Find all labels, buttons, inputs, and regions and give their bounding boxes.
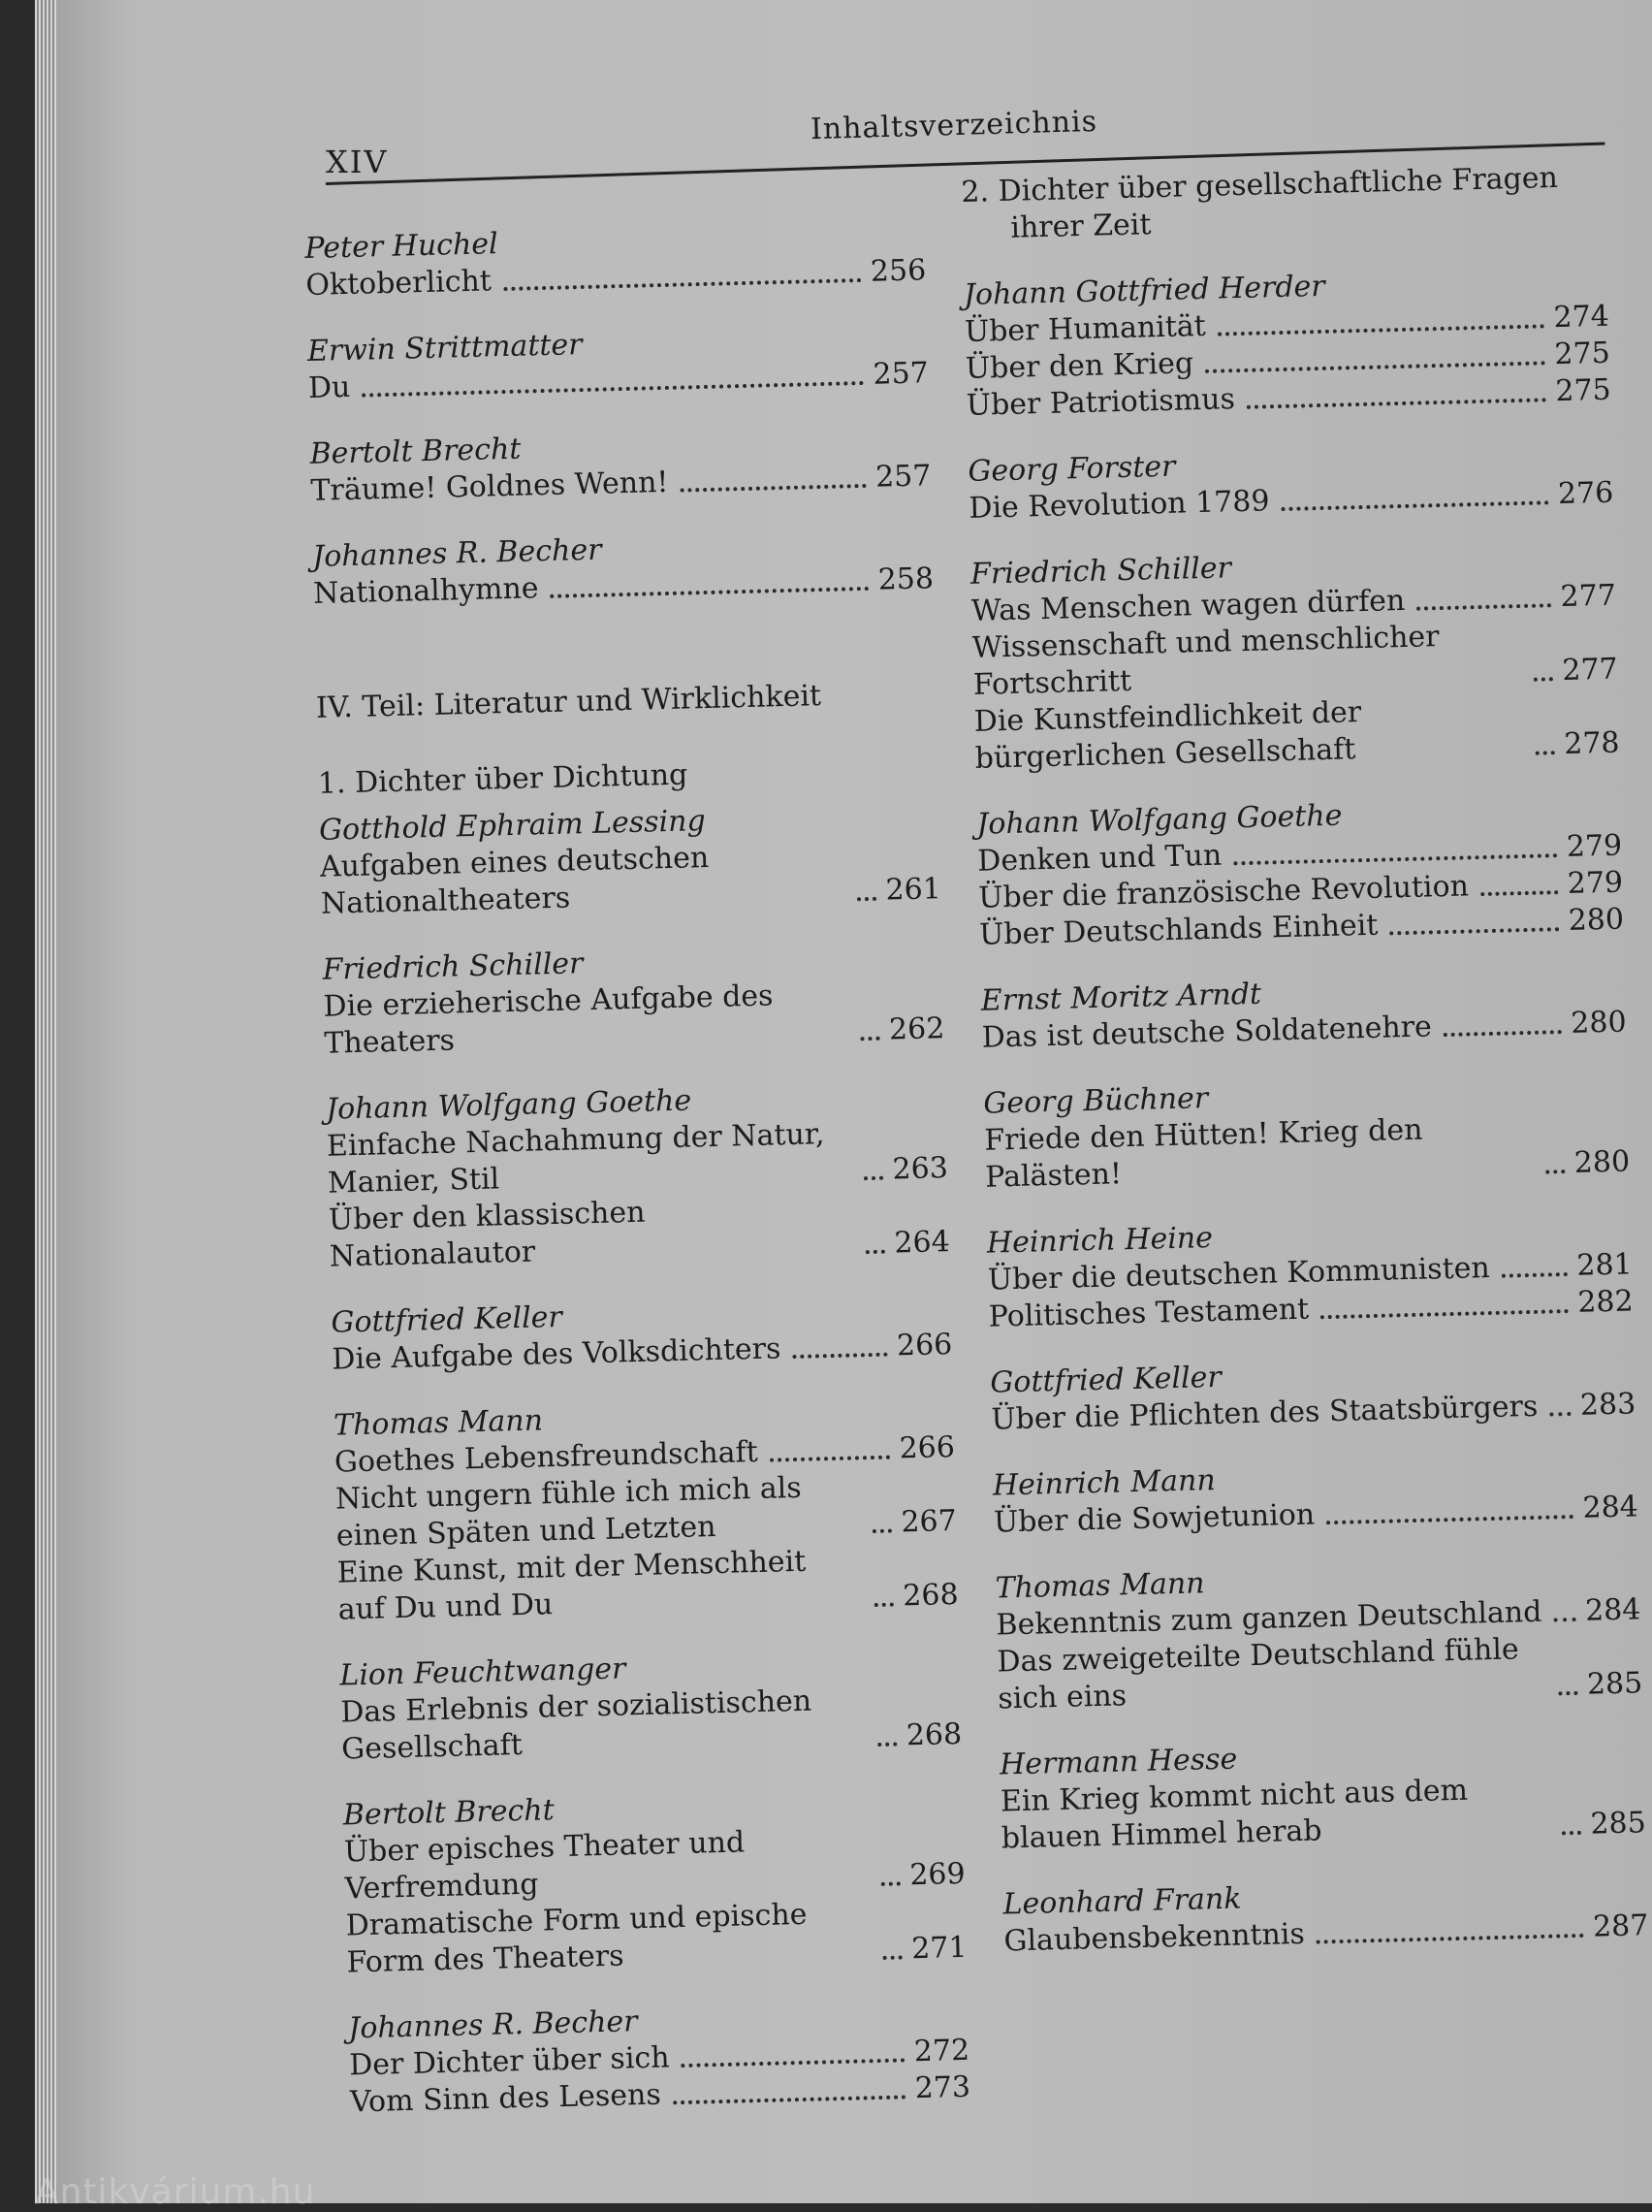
entry-page-number: 283 <box>1579 1387 1636 1423</box>
dot-leader <box>1218 323 1544 336</box>
entry-title: Glaubensbekenntnis <box>1003 1916 1306 1959</box>
entry-page-number: 282 <box>1576 1284 1635 1320</box>
entry-page-number: 274 <box>1553 299 1610 336</box>
entry-title: Nicht ungern fühle ich mich als einen Späten und Letzten <box>334 1470 803 1554</box>
toc-right-column <box>961 159 1650 1990</box>
entry-page-number: 263 <box>892 1151 949 1187</box>
entry-page-number: 278 <box>1563 725 1620 761</box>
dot-leader <box>880 1880 900 1885</box>
dot-leader <box>1545 1169 1565 1173</box>
toc-group <box>1000 1731 1647 1857</box>
entry-title: Das ist deutsche Soldatenehre <box>981 1010 1433 1055</box>
entry-page-number: 277 <box>1560 578 1617 615</box>
toc-group <box>326 1076 950 1276</box>
dot-leader <box>860 1036 879 1041</box>
toc-group <box>1002 1871 1649 1960</box>
entry-page-number: 273 <box>914 2069 971 2106</box>
dot-leader <box>793 1352 888 1359</box>
entry-page-number: 284 <box>1584 1592 1641 1628</box>
entry-title: Du <box>307 369 351 405</box>
dot-leader <box>1233 852 1557 865</box>
entry-title: Über Patriotismus <box>966 382 1236 423</box>
dot-leader <box>882 1954 902 1959</box>
entry-page-number: 257 <box>874 459 932 495</box>
author-name: Heinrich Heine <box>986 1220 1214 1261</box>
author-name: Hermann Hesse <box>999 1742 1238 1782</box>
dot-leader <box>1317 1933 1583 1944</box>
dot-leader <box>877 1742 897 1747</box>
entry-title: Eine Kunst, mit der Menschheit auf Du und Du <box>336 1544 807 1627</box>
toc-group <box>342 1782 967 1982</box>
toc-group <box>309 421 932 510</box>
dot-leader <box>864 1175 883 1180</box>
entry-title: Über den klassischen Nationalautor <box>328 1195 646 1274</box>
dot-leader <box>1553 1617 1575 1622</box>
author-name: Thomas Mann <box>995 1566 1205 1606</box>
toc-group <box>980 968 1627 1057</box>
part-title: IV. Teil: Literatur und Wirklichkeit <box>315 679 822 725</box>
entry-page-number: 257 <box>873 356 930 392</box>
entry-title: Friede den Hütten! Krieg den Palästen! <box>983 1112 1423 1195</box>
dot-leader <box>1282 499 1549 511</box>
toc-entry[interactable] <box>320 834 942 923</box>
entry-page-number: 261 <box>885 872 942 908</box>
toc-group <box>968 438 1614 528</box>
entry-page-number: 279 <box>1566 828 1623 864</box>
running-title: Inhaltsverzeichnis <box>810 104 1098 147</box>
toc-group <box>312 524 935 613</box>
entry-page-number: 268 <box>902 1577 959 1614</box>
author-name: Georg Büchner <box>982 1081 1209 1121</box>
entry-page-number: 269 <box>908 1856 967 1893</box>
entry-title: Das Erlebnis der sozialistischen Gesellschaft <box>339 1683 812 1767</box>
dot-leader <box>873 1528 892 1533</box>
author-name: Erwin Strittmatter <box>306 328 583 369</box>
author-name: Georg Forster <box>968 449 1176 489</box>
entry-title: Über die Sowjetunion <box>993 1497 1316 1540</box>
dot-leader <box>362 380 863 398</box>
entry-page-number: 285 <box>1586 1666 1643 1702</box>
dot-leader <box>1535 750 1554 754</box>
left-top-groups <box>304 215 934 613</box>
toc-left-column <box>304 215 971 2150</box>
toc-entry[interactable] <box>340 1680 963 1769</box>
toc-group <box>964 262 1612 425</box>
author-name: Heinrich Mann <box>992 1462 1217 1503</box>
entry-title: Der Dichter über sich <box>348 2040 670 2083</box>
entry-title: Dramatische Form und epische Form des Theaters <box>345 1897 808 1980</box>
toc-entry[interactable] <box>1001 1768 1647 1857</box>
toc-entry[interactable] <box>336 1540 959 1629</box>
entry-page-number: 280 <box>1568 902 1625 938</box>
dot-leader <box>1205 360 1545 373</box>
author-name: Johannes R. Becher <box>347 2004 638 2046</box>
dot-leader <box>1502 1271 1568 1278</box>
entry-page-number: 267 <box>901 1503 958 1540</box>
dot-leader <box>1534 676 1553 681</box>
author-name: Gottfried Keller <box>331 1299 563 1340</box>
entry-title: Über die französische Revolution <box>977 869 1470 915</box>
left-main-groups <box>319 797 971 2121</box>
entry-title: Über den Krieg <box>965 346 1194 386</box>
dot-leader <box>551 586 869 598</box>
dot-leader <box>682 2057 905 2068</box>
dot-leader <box>857 896 876 901</box>
entry-page-number: 279 <box>1567 865 1624 901</box>
author-name: Leonhard Frank <box>1002 1881 1242 1922</box>
toc-group <box>983 1070 1631 1196</box>
right-main-groups <box>964 262 1649 1961</box>
section-title-left: 1. Dichter über Dichtung <box>317 757 688 801</box>
toc-group <box>339 1643 963 1769</box>
dot-leader <box>1389 926 1558 935</box>
page-number: XIV <box>326 144 389 180</box>
author-name: Johannes R. Becher <box>311 532 602 574</box>
dot-leader <box>1416 602 1550 610</box>
dot-leader <box>866 1249 885 1254</box>
dot-leader <box>673 2094 905 2104</box>
entry-title: Oktoberlicht <box>304 264 492 303</box>
entry-title: Die erzieherische Aufgabe des Theaters <box>323 978 774 1061</box>
toc-group <box>976 791 1625 954</box>
dot-leader <box>1326 1514 1573 1524</box>
entry-page-number: 275 <box>1554 336 1611 372</box>
entry-page-number: 280 <box>1570 1005 1627 1041</box>
watermark: Antikvárium.hu <box>35 2172 316 2212</box>
entry-page-number: 276 <box>1557 475 1614 512</box>
entry-title: Träume! Goldnes Wenn! <box>310 465 669 508</box>
entry-title: Über Deutschlands Einheit <box>978 908 1379 952</box>
author-name: Gotthold Ephraim Lessing <box>318 804 707 848</box>
entry-page-number: 264 <box>893 1225 951 1261</box>
toc-group <box>331 1290 953 1379</box>
page-edge <box>35 0 56 2203</box>
entry-page-number: 272 <box>913 2033 970 2069</box>
author-name: Thomas Mann <box>333 1403 544 1443</box>
entry-page-number: 262 <box>888 1011 945 1047</box>
author-name: Gottfried Keller <box>990 1360 1223 1400</box>
entry-page-number: 281 <box>1575 1247 1634 1283</box>
author-name: Bertolt Brecht <box>342 1793 556 1833</box>
author-name: Friedrich Schiller <box>969 551 1232 592</box>
entry-title: Nationalhymne <box>312 571 539 611</box>
entry-title: Bekenntnis zum ganzen Deutschland <box>996 1594 1542 1643</box>
entry-page-number: 284 <box>1582 1490 1639 1525</box>
dot-leader <box>1480 889 1558 896</box>
toc-entry[interactable] <box>984 1106 1631 1196</box>
dot-leader <box>1444 1029 1562 1037</box>
toc-entry[interactable] <box>973 689 1620 778</box>
entry-title: Die Aufgabe des Volksdichters <box>332 1331 781 1377</box>
entry-page-number: 256 <box>870 253 927 289</box>
entry-page-number: 268 <box>905 1716 963 1753</box>
author-name: Johann Gottfried Herder <box>963 269 1326 312</box>
entry-title: Vom Sinn des Lesens <box>349 2077 662 2120</box>
entry-page-number: 287 <box>1592 1908 1649 1944</box>
entry-title: Was Menschen wagen dürfen <box>970 583 1406 628</box>
section-title-right: 2. Dichter über gesellschaftliche Fragen ihrer Zeit <box>961 160 1559 245</box>
entry-title: Über episches Theater und Verfremdung <box>343 1825 746 1907</box>
dot-leader <box>770 1455 890 1462</box>
dot-leader <box>874 1602 893 1607</box>
dot-leader <box>1247 397 1546 409</box>
toc-group <box>970 541 1620 778</box>
entry-title: Politisches Testament <box>988 1292 1310 1334</box>
toc-entry[interactable] <box>328 1187 950 1276</box>
author-name: Johann Wolfgang Goethe <box>975 798 1343 842</box>
toc-group <box>986 1209 1634 1335</box>
author-name: Lion Feuchtwanger <box>338 1651 626 1693</box>
toc-group <box>348 1996 971 2122</box>
entry-title: Die Kunstfeindlichkeit der bürgerlichen Gesellschaft <box>973 695 1362 776</box>
entry-title: Aufgaben eines deutschen Nationaltheaters <box>319 841 710 921</box>
toc-group <box>304 215 927 305</box>
author-name: Peter Huchel <box>304 227 499 266</box>
toc-group <box>995 1555 1643 1717</box>
toc-group <box>990 1349 1636 1438</box>
book-page <box>35 0 1652 2212</box>
entry-page-number: 285 <box>1590 1806 1647 1842</box>
author-name: Ernst Moritz Arndt <box>980 977 1262 1018</box>
dot-leader <box>1320 1308 1568 1319</box>
entry-title: Wissenschaft und menschlicher Fortschritt <box>971 620 1440 702</box>
dot-leader <box>1562 1830 1581 1835</box>
toc-entry[interactable] <box>323 974 945 1063</box>
entry-title: Über Humanität <box>964 308 1207 349</box>
toc-group <box>319 797 942 923</box>
entry-page-number: 277 <box>1561 652 1619 688</box>
entry-title: Das zweigeteilte Deutschland fühle sich eins <box>997 1632 1520 1716</box>
entry-page-number: 280 <box>1573 1144 1631 1180</box>
toc-entry[interactable] <box>997 1628 1643 1717</box>
author-name: Bertolt Brecht <box>309 432 522 471</box>
entry-title: Über die deutschen Kommunisten <box>987 1251 1491 1298</box>
dot-leader <box>681 483 867 493</box>
toc-group <box>993 1452 1639 1541</box>
entry-title: Goethes Lebensfreundschaft <box>334 1434 759 1480</box>
toc-group <box>307 318 930 407</box>
author-name: Friedrich Schiller <box>322 946 584 987</box>
entry-page-number: 271 <box>910 1930 968 1967</box>
dot-leader <box>1549 1411 1571 1417</box>
toc-group <box>334 1393 959 1629</box>
entry-page-number: 266 <box>899 1429 956 1466</box>
dot-leader <box>1558 1690 1577 1695</box>
author-name: Johann Wolfgang Goethe <box>325 1083 692 1127</box>
entry-title: Die Revolution 1789 <box>968 484 1270 526</box>
entry-page-number: 275 <box>1554 372 1612 409</box>
entry-title: Ein Krieg kommt nicht aus dem blauen Himmel herab <box>1000 1773 1469 1856</box>
toc-group <box>322 937 945 1063</box>
toc-entry[interactable] <box>345 1893 968 1982</box>
entry-title: Über die Pflichten des Staatsbürgers <box>990 1389 1539 1437</box>
entry-page-number: 258 <box>877 561 935 597</box>
entry-title: Einfache Nachahmung der Natur, Manier, Stil <box>326 1117 825 1201</box>
entry-title: Denken und Tun <box>976 838 1223 879</box>
entry-page-number: 266 <box>896 1328 953 1363</box>
dot-leader <box>503 277 861 291</box>
